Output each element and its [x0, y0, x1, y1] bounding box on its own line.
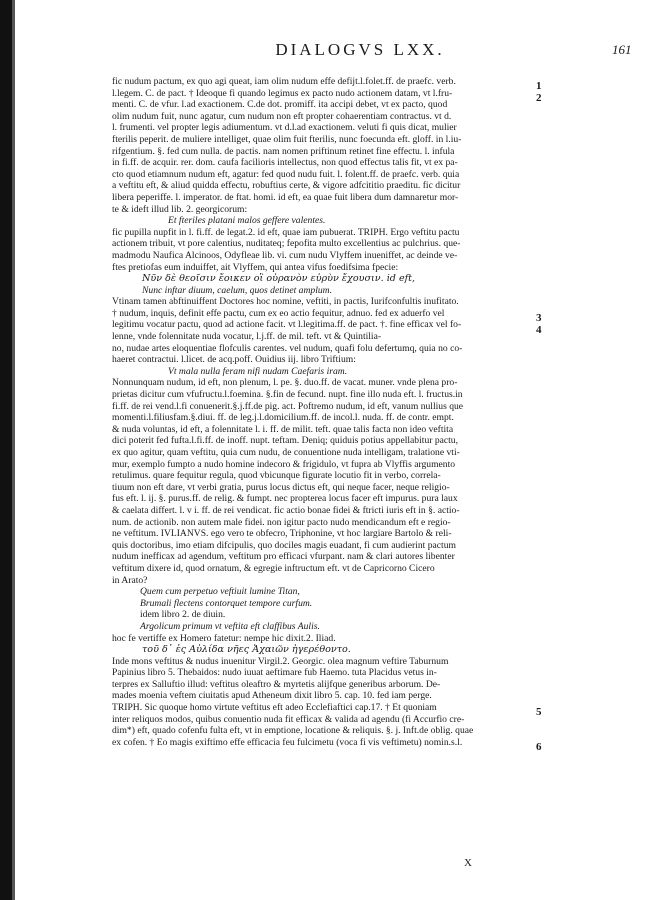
margin-note-number: 5 [536, 706, 542, 719]
text-line: inter reliquos modos, quibus conuentio nuda fit efficax & valida ad agendu (fi Accurfio cre- [112, 713, 465, 725]
text-line: Vt mala nulla feram nifi nudam Caefaris iram. [168, 365, 348, 377]
margin-note-number: 4 [536, 323, 542, 336]
text-line: Quem cum perpetuo veftiuit lumine Titan, [140, 586, 300, 598]
text-line: TRIPH. Sic quoque homo virtute veftitus eft adeo Ecclefiaftici cap.17. † Et quoniam [112, 702, 437, 714]
page-edge-shadow [12, 0, 15, 900]
margin-note-number: 3 [536, 312, 542, 324]
text-line: fic nudum pactum, ex quo agi queat, iam olim nudum effe defijt.l.folet.ff. de praefc. verb. [112, 76, 456, 87]
text-line: tiuum non eft dare, vt verbi gratia, purus locus dictus eft, qui neque facer, neque religio- [112, 481, 450, 493]
text-line: rifgentium. §. fed cum nulla. de pactis. nam nomen priftinum retinet fine effectu. l. infula [112, 145, 455, 157]
text-line: quis doctoribus, imo etiam difcipulis, quo dociles magis euadant, fi cum audierint pactum [112, 539, 456, 551]
text-line: Νῦν δὲ θεοῖσιν ἔοικεν οἳ οὐρανὸν εὐρὺν ἔχουσιν. id eft, [142, 273, 416, 285]
text-line: actionem tribuit, vt pore calentius, nuditateq; fepofita multo excellentius ac pulchrius. que- [112, 238, 461, 250]
text-line: Et fteriles platani malos geffere valentes. [168, 215, 326, 227]
binding-gutter [0, 0, 12, 900]
signature-mark: X [464, 857, 472, 869]
text-line: fus eft. l. ij. §. purus.ff. de relig. & fumpt. nec propterea locus facer eft impurus. pura laux [112, 493, 458, 505]
text-line: terpres ex Salluftio illud: veftitus oleaftro & myrtetis alijfque generibus arborum. De- [112, 678, 441, 690]
text-line: dim*) eft, quado cofenfu fulta eft, vt in emptione, locatione & reliquis. §. j. Inft.de oblig. quae [112, 725, 474, 737]
text-line: & nuda voluntas, id eft, a folennitate l. i. ff. de milit. teft. quae talis facta non ideo veftita [112, 423, 454, 435]
text-line: madmodu Naufica Alcinoos, Odyfleae lib. vi. cum nudu Vlyffem inueniffet, ac deinde ve- [112, 249, 458, 261]
text-line: mades moenia veftem ciuitatis apud Atheneum dixit libro 5. cap. 10. fed iam perge. [112, 690, 432, 702]
text-line: τοῦ δ᾽ ἐς Αὐλίδα νῆες Ἀχαιῶν ἠγερέθοντο. [142, 644, 351, 656]
text-line: l.legem. C. de pact. † Ideoque fi quando legimus ex pacto nudo actionem datam, vt l.fru- [112, 87, 453, 99]
text-line: Brumali flectens contorquet tempore curfum. [140, 597, 313, 609]
text-line: hoc fe vertiffe ex Homero fatetur: nempe hic dixit.2. Iliad. [112, 632, 336, 644]
text-line: cto quod etiamnum nudum eft, agatur: fed quod nudu fuit. l. folent.ff. de praefc. verb. quia [112, 168, 460, 180]
text-line: l. frumenti. vel propter legis adiumentum. vt d.l.ad exactionem. veluti fi quis dicat, mulier [112, 122, 457, 134]
text-line: retulimus. quare fequitur regula, quod vbicunque figurate locutio fit in verbo, correla- [112, 470, 441, 482]
margin-note-number: 1 [536, 80, 542, 92]
text-line: prietas dicitur cum vfufructu.l.foemina. §.fin de fecund. nupt. fine illo nuda eft. l. fructus.in [112, 389, 463, 401]
text-line: fic pupilla nupfit in l. fi.ff. de legat.2. id eft, quae iam pubuerat. TRIPH. Ergo veftitu pactu [112, 226, 460, 238]
text-line: Papinius libro 5. Thebaidos: nudo iuuat aeftimare fub Haemo. tuta Placidus vetus in- [112, 667, 437, 679]
text-line: haeret contractui. l.licet. de acq.poff. Ouidius iij. libro Triftium: [112, 354, 356, 366]
text-line: libera peperiffe. l. imperator. de ftat. homi. id eft, ea quae fuit libera dum damnaretur mor- [112, 191, 459, 203]
text-line: fterilis peperit. de muliere intelliget, quae olim fuit fterilis, nunc foecunda eft. gloff. in l.iu- [112, 133, 462, 145]
text-line: fi.ff. de rei vend.l.fi conuenerit.§.j.ff.de pig. act. Poftremo nudum, id eft, vanum nullius que [112, 400, 464, 412]
text-line: Vtinam tamen abftinuiffent Doctores hoc nomine, veftiti, in pactis, Iurifconfultis inufitato. [112, 296, 459, 308]
text-line: Argolicum primum vt veftita eft claffibus Aulis. [140, 620, 320, 632]
text-line: olim nudum fuit, nunc agatur, cum nudum non eft propter cohaerentiam contractus. vt d. [112, 110, 452, 122]
margin-note-number: 2 [536, 91, 542, 104]
text-line: in Arato? [112, 574, 148, 586]
text-line: legitimu vocatur pactu, quod ad actione facit. vt l.legitima.ff. de pact. †. fine efficax vel fo- [112, 319, 462, 331]
text-line: te & ideft illud lib. 2. georgicorum: [112, 203, 248, 215]
text-line: Nunc inftar diuum, caelum, quos detinet amplum. [142, 284, 332, 296]
text-line: & caelata differt. l. v i. ff. de rei vendicat. fic actio bonae fidei & ftricti iuris eft in §. actio- [112, 504, 460, 516]
text-line: num. de actionib. non autem male fidei. non igitur pacto nudo mendicandum eft e regio- [112, 516, 451, 528]
text-line: ex quo agitur, quam veftitu, quia cum nudu, de conuentione nuda intelligam, tralatione vti- [112, 447, 460, 458]
text-line: ne veftitum. IVLIANVS. ego vero te obfecro, Triphonine, vt hoc largiare Bartolo & reli- [112, 528, 452, 540]
text-line: idem libro 2. de diuin. [140, 609, 226, 621]
text-line: Inde mons veftitus & nudus inuenitur Virgil.2. Georgic. olea magnum veftire Taburnum [112, 655, 449, 667]
text-line: dici poterit fed fufta.l.fi.ff. de inoff. nupt. teftam. Deniq; quiduis potius appellabitur pactu, [112, 435, 459, 447]
text-line: ex cofen. † Eo magis exiftimo effe efficacia feu fulcimetu (voca fi vis veftimetu) nomin.s.l. [112, 736, 463, 748]
body-text [112, 76, 522, 748]
text-line: † nudum, inquis, definit effe pactu, cum ex eo actio fequitur, adnuo. fed ex aduerfo vel [112, 307, 445, 319]
page-number: 161 [612, 42, 632, 57]
text-line: Nonnunquam nudum, id eft, non plenum, l. pe. §. duo.ff. de vacat. muner. vnde plena pro- [112, 377, 458, 389]
text-line: ftes pretiofas eum induiffet, ait Vlyffem, qui antea vifus foedifsima fpecie: [112, 261, 399, 273]
text-line: momenti.l.filiusfam.§.diui. ff. de leg.j.l.domicilium.ff. de incol.l. nuda. ff. de contr. empt. [112, 412, 454, 424]
text-line: no, nudae artes eloquentiae flofculis carentes. vel nudum, quafi folu defertumq, quia no co- [112, 342, 463, 354]
text-line: a veftitu eft, & aliud quidda effectu, robuftius certe, & vigore adfcititio praeditu. fic dicitur [112, 180, 461, 192]
text-line: veftitum dixere id, quod ornatum, & egregie inftructum eft. vt de Capricorno Cicero [112, 562, 435, 574]
text-line: lenne, vnde folennitate nuda vocatur, l.j.ff. de mil. teft. vt & Quintilia- [112, 331, 382, 343]
text-line: mur, exemplo fumpto a nudo homine indecoro & frigidulo, vt fupra ab Vlyffis argumento [112, 458, 456, 470]
text-line: menti. C. de vfur. l.ad exactionem. C.de dot. promiff. ita accipi debet, vt ex pacto, quod [112, 99, 448, 111]
text-line: in fi.ff. de acquir. rer. dom. caufa facilioris intellectus, non quod effectus talis fit, vt ex pa- [112, 157, 458, 169]
margin-note-number: 6 [536, 741, 542, 754]
text-line: nudum inefficax ad agendum, veftitum pro efficaci vfurpant. nam & clari autores libenter [112, 551, 455, 563]
running-title: DIALOGVS LXX. [275, 40, 445, 59]
